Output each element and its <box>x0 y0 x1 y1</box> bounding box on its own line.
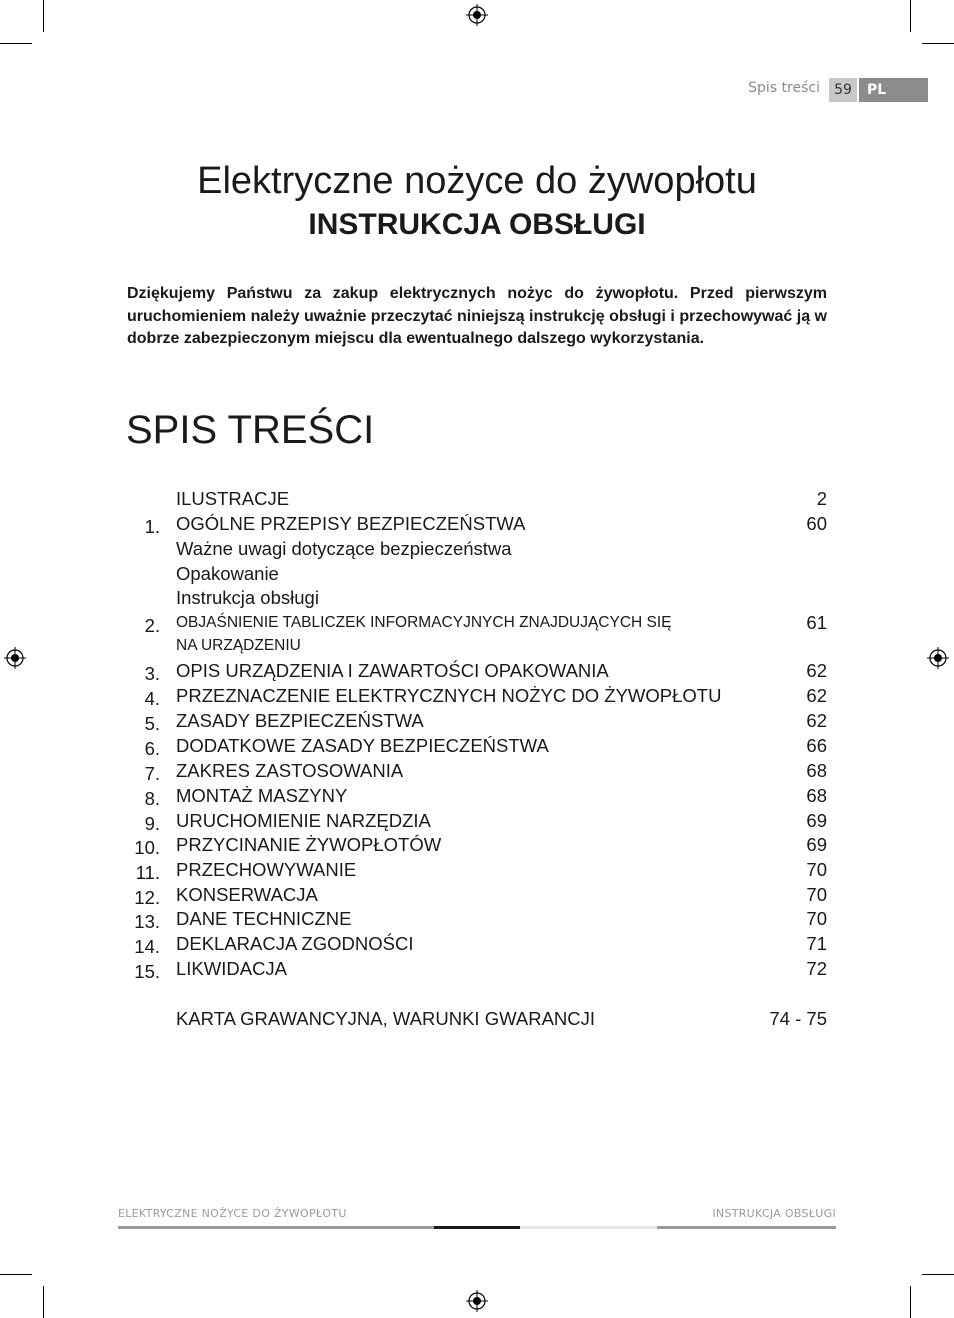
toc-entry-title: URUCHOMIENIE NARZĘDZIA <box>176 810 431 831</box>
toc-entry-page: 69 <box>806 810 827 831</box>
toc-entry-number: 4. <box>144 688 160 709</box>
toc-entry-title: Opakowanie <box>176 563 279 584</box>
registration-mark-icon <box>466 4 488 26</box>
toc-entry-number: 11. <box>135 862 160 883</box>
toc-entry-number: 6. <box>144 738 160 759</box>
toc-entry-title: Instrukcja obsługi <box>176 587 319 608</box>
crop-mark <box>922 43 954 44</box>
toc-entry-number: 13. <box>134 911 160 932</box>
toc-entry <box>0 587 954 611</box>
toc-entry-number: 2. <box>144 615 160 636</box>
toc-entry-page: 70 <box>806 859 827 880</box>
crop-mark <box>0 43 32 44</box>
toc-entry-title: ILUSTRACJE <box>176 488 290 509</box>
toc-entry-title: ZASADY BEZPIECZEŃSTWA <box>176 710 424 731</box>
page-title: Elektryczne nożyce do żywopłotu <box>197 160 757 202</box>
toc-entry <box>0 859 954 883</box>
toc-entry-page: 68 <box>806 760 827 781</box>
crop-mark <box>0 1274 32 1275</box>
toc-entry-title: MONTAŻ MASZYNY <box>176 785 348 806</box>
toc-entry-title: DODATKOWE ZASADY BEZPIECZEŃSTWA <box>176 735 549 756</box>
language-tab: PL <box>859 78 928 102</box>
toc-entry <box>0 660 954 684</box>
toc-entry-page: 2 <box>816 488 827 509</box>
toc-entry-number: 14. <box>134 936 160 957</box>
toc-entry <box>0 1008 954 1032</box>
toc-entry-number: 5. <box>144 713 160 734</box>
toc-entry-title: PRZEZNACZENIE ELEKTRYCZNYCH NOŻYC DO ŻYWOPŁOTU <box>176 685 722 706</box>
toc-entry-number: 9. <box>144 813 160 834</box>
toc-entry-page: 66 <box>806 735 827 756</box>
toc-entry-title: Ważne uwagi dotyczące bezpieczeństwa <box>176 538 512 559</box>
toc-entry-number: 15. <box>134 961 160 982</box>
toc-entry-page: 61 <box>806 612 827 633</box>
toc-entry-number: 12. <box>134 887 160 908</box>
crop-mark <box>910 1286 911 1318</box>
toc-entry-number: 7. <box>144 763 160 784</box>
toc-entry-page: 70 <box>806 908 827 929</box>
toc-entry <box>0 513 954 537</box>
toc-entry-number: 1. <box>144 516 160 537</box>
page-number: 59 <box>829 78 857 102</box>
crop-mark <box>43 1286 44 1318</box>
toc-entry <box>0 488 954 512</box>
toc-entry-title: DANE TECHNICZNE <box>176 908 352 929</box>
toc-entry-title: KONSERWACJA <box>176 884 318 905</box>
toc-entry <box>0 785 954 809</box>
toc-entry-page: 62 <box>806 710 827 731</box>
toc-entry-page: 60 <box>806 513 827 534</box>
toc-entry-title: PRZYCINANIE ŻYWOPŁOTÓW <box>176 834 442 855</box>
page-subtitle: INSTRUKCJA OBSŁUGI <box>308 208 646 241</box>
toc-entry-page: 70 <box>806 884 827 905</box>
footer-rule <box>520 1226 657 1229</box>
toc-entry-page: 71 <box>806 933 827 954</box>
toc-entry <box>0 834 954 858</box>
toc-entry-title: DEKLARACJA ZGODNOŚCI <box>176 933 414 954</box>
toc-entry <box>0 563 954 587</box>
toc-entry <box>0 637 954 661</box>
crop-mark <box>922 1274 954 1275</box>
toc-entry-title: OPIS URZĄDZENIA I ZAWARTOŚCI OPAKOWANIA <box>176 660 609 681</box>
toc-entry <box>0 810 954 834</box>
toc-entry <box>0 735 954 759</box>
crop-mark <box>910 0 911 32</box>
toc-entry-page: 72 <box>806 958 827 979</box>
footer-product-name: ELEKTRYCZNE NOŻYCE DO ŻYWOPŁOTU <box>118 1207 347 1220</box>
toc-entry-title: KARTA GRAWANCYJNA, WARUNKI GWARANCJI <box>176 1008 596 1029</box>
toc-entry-number: 3. <box>144 663 160 684</box>
toc-entry-title: OGÓLNE PRZEPISY BEZPIECZEŃSTWA <box>176 513 526 534</box>
toc-entry-title: ZAKRES ZASTOSOWANIA <box>176 760 404 781</box>
toc-entry <box>0 884 954 908</box>
registration-mark-icon <box>466 1290 488 1312</box>
intro-paragraph: Dziękujemy Państwu za zakup elektrycznych nożyc do żywopłotu. Przed pierwszym uruchomieniem należy uważnie przeczytać niniejszą instrukcję obsługi i przechowywać ją w dobrze zabezpieczonym miejscu dla ewentualnego dalszego wykorzystania. <box>127 285 827 347</box>
toc-entry <box>0 685 954 709</box>
toc-entry-number: 8. <box>144 788 160 809</box>
footer-document-name: INSTRUKCJA OBSŁUGI <box>712 1207 836 1220</box>
toc-entry-number: 10. <box>134 837 160 858</box>
toc-entry-page: 62 <box>806 660 827 681</box>
toc-entry <box>0 958 954 982</box>
toc-entry <box>0 760 954 784</box>
footer-rule <box>434 1226 520 1229</box>
footer-rule <box>657 1226 836 1229</box>
toc-entry <box>0 710 954 734</box>
toc-entry <box>0 612 954 636</box>
toc-entry-title: OBJAŚNIENIE TABLICZEK INFORMACYJNYCH ZNAJDUJĄCYCH SIĘ <box>176 614 672 631</box>
toc-entry-page: 69 <box>806 834 827 855</box>
footer-rule <box>118 1226 434 1229</box>
toc-entry-title: NA URZĄDZENIU <box>176 637 301 654</box>
toc-entry-page: 62 <box>806 685 827 706</box>
toc-entry <box>0 538 954 562</box>
crop-mark <box>43 0 44 32</box>
toc-entry-page: 68 <box>806 785 827 806</box>
toc-entry-title: LIKWIDACJA <box>176 958 288 979</box>
toc-entry <box>0 908 954 932</box>
toc-entry-title: PRZECHOWYWANIE <box>176 859 357 880</box>
toc-entry <box>0 933 954 957</box>
toc-entry-page: 74 - 75 <box>769 1008 827 1029</box>
section-label: Spis treści <box>748 80 820 96</box>
toc-heading: SPIS TREŚCI <box>126 408 375 452</box>
